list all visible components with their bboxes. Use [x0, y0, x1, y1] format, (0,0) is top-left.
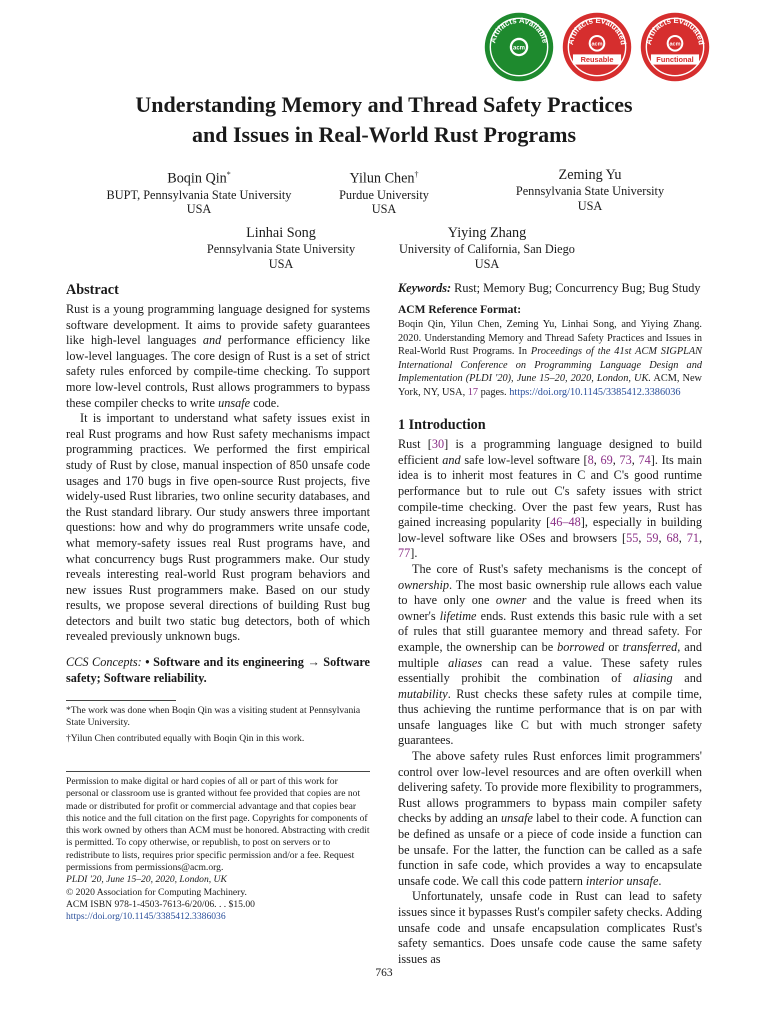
author-affiliation: BUPT, Pennsylvania State University — [106, 187, 292, 202]
citation-link[interactable]: 71 — [686, 530, 699, 545]
footnote: †Yilun Chen contributed equally with Boqin Qin in this work. — [66, 732, 305, 744]
author-block — [367, 224, 607, 271]
svg-text:Functional: Functional — [656, 55, 694, 65]
footnote: *The work was done when Boqin Qin was a visiting student at Pennsylvania State University. — [66, 705, 361, 729]
paper-title — [40, 90, 728, 150]
keywords: Keywords: Rust; Memory Bug; Concurrency Bug; Bug Study — [398, 281, 701, 295]
citation-link[interactable]: 73 — [619, 452, 632, 467]
author-name: Yilun Chen — [349, 170, 415, 187]
author-block — [264, 166, 504, 217]
introduction-heading: 1 Introduction — [398, 417, 486, 434]
svg-text:Artifacts Evaluated: Artifacts Evaluated — [643, 15, 706, 46]
abstract-heading: Abstract — [66, 282, 119, 298]
abstract-paragraph: It is important to understand what safety issues exist in real Rust programs and how Rust safety mechanisms impact programming practices. We performed the first empirical study of Rust by close, manual inspection of 850 unsafe code usages and 170 bugs in five open-source Rust projects, five widely-used Rust libraries, two online security databases, and the Rust standard library. Our study answers three important questions: how and why do programmers write unsafe code, what memory-safety issues real Rust programs have, and what concurrency bugs Rust programmers make. Our study reveals interesting real-world Rust program behaviors and new issues Rust programmers make. Based on our study results, we propose several directions of building Rust bug detectors and built two static bug detectors, both of which revealed previously unknown bugs. — [66, 411, 370, 644]
title-line-2: and Issues in Real-World Rust Programs — [191, 122, 577, 147]
author-country: USA — [371, 202, 397, 217]
citation-link[interactable]: 77 — [398, 546, 411, 561]
doi-link[interactable]: https://doi.org/10.1145/3385412.3386036 — [66, 911, 226, 923]
acm-reference-doi-link[interactable]: https://doi.org/10.1145/3385412.3386036 — [509, 386, 681, 398]
venue-line: PLDI '20, June 15–20, 2020, London, UK — [66, 874, 227, 886]
svg-text:Artifacts Available: Artifacts Available — [488, 15, 550, 45]
citation-link[interactable]: 46–48 — [550, 515, 581, 530]
author-affiliation: University of California, San Diego — [399, 242, 575, 256]
acm-reference-text: Boqin Qin, Yilun Chen, Zeming Yu, Linhai Song, and Yiying Zhang. 2020. Understanding Memory and Thread Safety Practices and Issues in Real-World Rust Programs. In Proceedings of the 41st ACM SIGPLAN International Conference on Programming Language Design and Implementation (PLDI '20), June 15–20, 2020, London, UK. ACM, New York, NY, USA, 17 pages. https://doi.org/10.1145/3385412.3386036 — [398, 319, 702, 398]
permission-text: Permission to make digital or hard copies of all or part of this work for personal or classroom use is granted without fee provided that copies are not made or distributed for profit or commercial advantage and that copies bear this notice and the full citation on the first page. Copyrights for components of this work owned by others than ACM must be honored. Abstracting with credit is permitted. To copy otherwise, or republish, to post on servers or to redistribute to lists, requires prior specific permission and/or a fee. Request permissions from permissions@acm.org. — [66, 776, 370, 874]
author-country: USA — [577, 198, 603, 213]
citation-link[interactable]: 59 — [646, 530, 659, 545]
author-affiliation: Pennsylvania State University — [206, 242, 356, 256]
svg-text:acm: acm — [669, 41, 681, 48]
badge-logo-text: acm — [512, 45, 526, 52]
ccs-concepts: CCS Concepts: • Software and its engineering → Software safety; Software reliability. — [66, 655, 370, 685]
author-affiliation: Pennsylvania State University — [515, 184, 665, 198]
citation-link[interactable]: 8 — [587, 452, 594, 467]
author-name: Linhai Song — [246, 225, 316, 241]
footnotes — [66, 700, 370, 745]
citation-link[interactable]: 69 — [600, 452, 613, 467]
author-country: USA — [474, 256, 500, 271]
svg-text:Artifacts Evaluated: Artifacts Evaluated — [565, 15, 628, 46]
author-name: Yiying Zhang — [447, 225, 527, 241]
svg-text:Reusable: Reusable — [580, 55, 614, 65]
author-mark: † — [414, 170, 419, 179]
title-line-1: Understanding Memory and Thread Safety Practices — [135, 92, 633, 117]
citation-link[interactable]: 74 — [638, 452, 651, 467]
intro-paragraph: Rust [30] is a programming language designed to build efficient and safe low-level software [8, 69, 73, 74]. Its main idea is to inherit most features in C and C's good runtime performance but to rule out C's safety issues with strict compile-time checking. Over the past few years, Rust has gained increasing popularity [46–48], especially in building low-level software like OSes and browsers [55, 59, 68, 71, 77]. — [398, 437, 703, 561]
citation-link[interactable]: 55 — [626, 530, 639, 545]
citation-link[interactable]: 68 — [666, 530, 679, 545]
intro-paragraph: The core of Rust's safety mechanisms is the concept of ownership. The most basic ownership rule allows each value to have only one owner and the value is freed when its owner's lifetime ends. Rust extends this basic rule with a set of rules that still guarantee memory and thread safety. For example, the ownership can be borrowed or transferred, and multiple aliases can read a value. These safety rules essentially prohibit the combination of aliasing and mutability. Rust checks these safety rules at compile time, thus achieving the runtime performance that is on par with unsafe languages like C but with much stronger safety guarantees. — [398, 561, 703, 748]
intro-paragraph: Unfortunately, unsafe code in Rust can lead to safety issues since it bypasses Rust's compiler safety checks. Adding unsafe code and unsafe encapsulation complicates Rust's safety semantics. Does unsafe code cause the same safety issues as — [398, 889, 702, 966]
page-number: 763 — [375, 967, 393, 979]
acm-reference-heading: ACM Reference Format: — [398, 303, 522, 316]
artifact-badge-reusable-icon — [560, 10, 634, 84]
right-column — [398, 281, 702, 967]
permission-block — [66, 771, 370, 924]
author-mark: * — [226, 170, 231, 179]
author-block — [161, 224, 401, 271]
artifact-badges — [482, 10, 712, 92]
author-country: USA — [186, 202, 212, 217]
left-column — [66, 280, 370, 686]
author-block — [470, 166, 710, 213]
author-name: Boqin Qin — [167, 170, 227, 187]
intro-paragraph: The above safety rules Rust enforces limit programmers' control over low-level resources and are often overkill when delivering safety. To provide more flexibility to programmers, Rust allows programmers to bypass main compiler safety checks by adding an unsafe label to their code. A function can be defined as unsafe or a piece of code inside a function can be unsafe. For the latter, the function can be called as a safe function in safe code, which provides a way to encapsulate unsafe code. We call this code pattern interior unsafe. — [398, 749, 702, 888]
pages-link[interactable]: 17 — [467, 386, 479, 398]
isbn-line: ACM ISBN 978-1-4503-7613-6/20/06. . . $15.00 — [66, 898, 255, 910]
svg-text:acm: acm — [591, 41, 603, 48]
artifact-badge-available-icon — [482, 10, 556, 84]
copyright-line: © 2020 Association for Computing Machinery. — [66, 886, 247, 898]
abstract-paragraph: Rust is a young programming language designed for systems software development. It aims to provide safety guarantees like high-level languages and performance efficiency like low-level languages. The core design of Rust is a set of strict safety rules enforced by compile-time checking. To support more low-level controls, Rust allows programmers to bypass these compiler checks to write unsafe code. — [66, 302, 370, 410]
artifact-badge-functional-icon — [638, 10, 712, 84]
citation-link[interactable]: 30 — [431, 437, 445, 452]
author-name: Zeming Yu — [558, 167, 622, 183]
author-affiliation: Purdue University — [339, 187, 429, 202]
author-country: USA — [268, 256, 294, 271]
